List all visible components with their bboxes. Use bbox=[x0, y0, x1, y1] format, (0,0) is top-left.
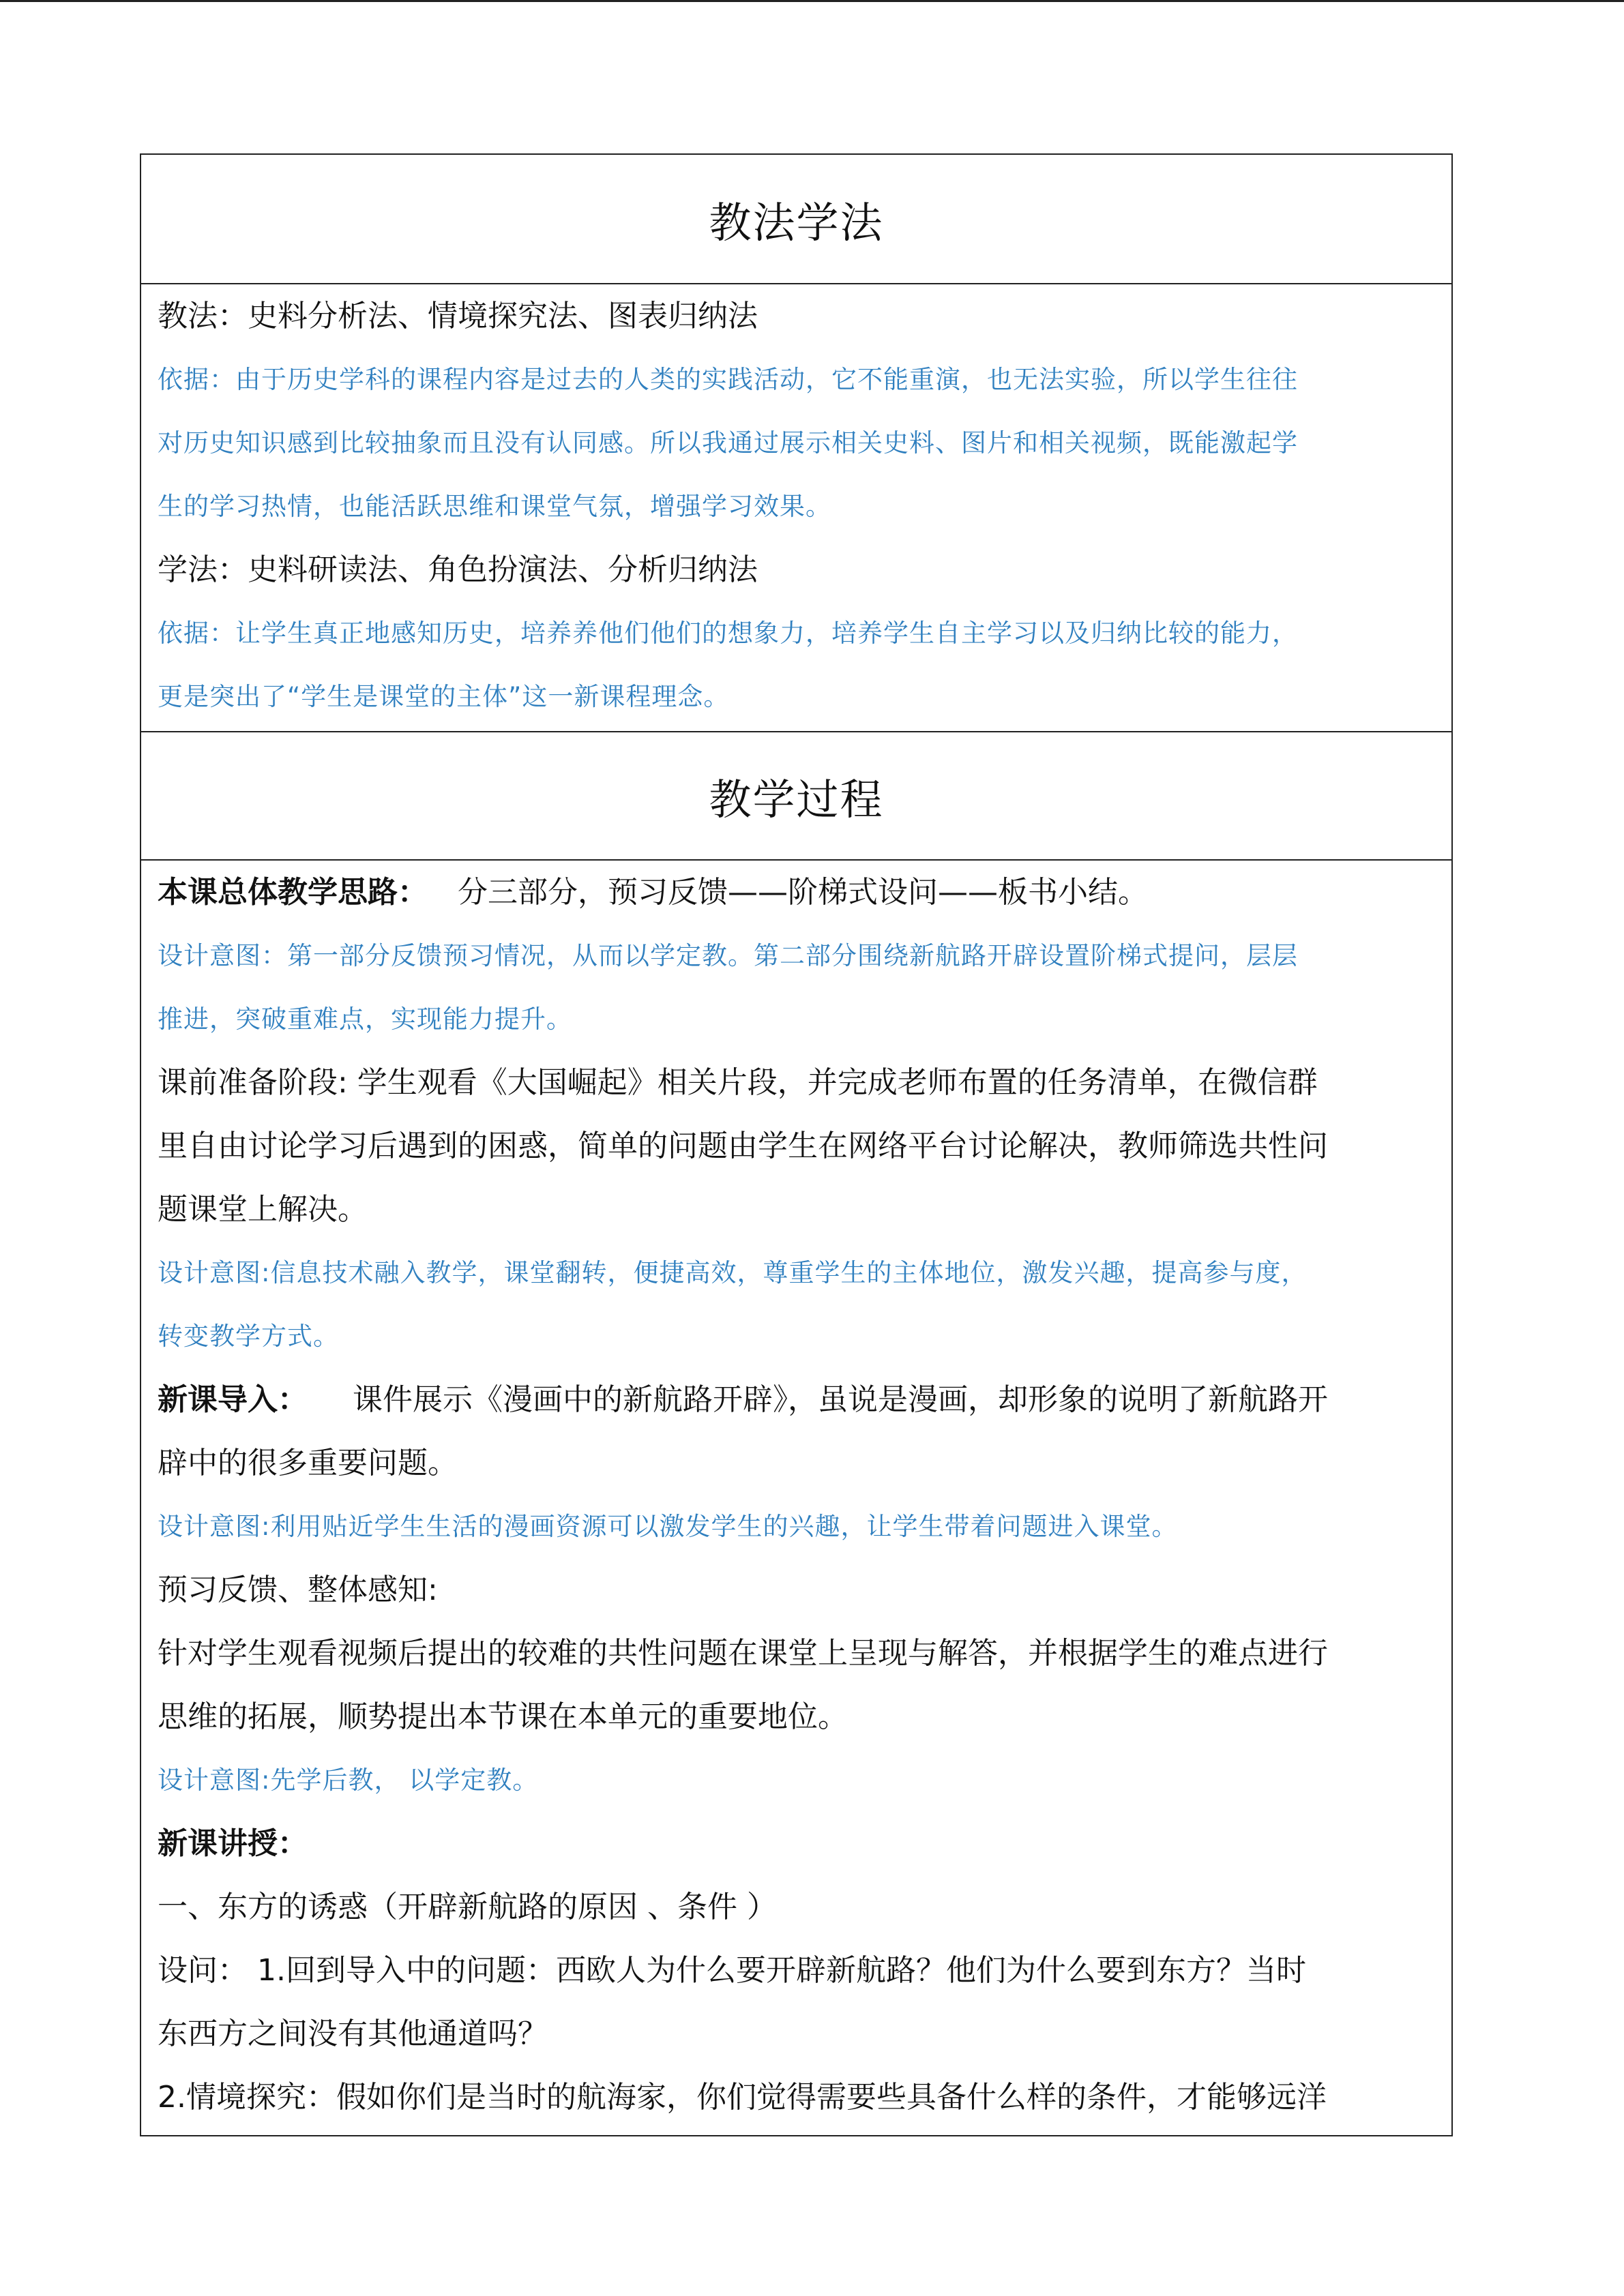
lecture-label: 新课讲授： bbox=[158, 1826, 308, 1861]
intro-line-1 bbox=[158, 1368, 1438, 1431]
overall-approach-text: 分三部分，预习反馈——阶梯式设问——板书小结。 bbox=[458, 875, 1148, 910]
preview-text-line-2: 思维的拓展，顺势提出本节课在本单元的重要地位。 bbox=[158, 1699, 848, 1734]
teaching-basis-line-3: 生的学习热情，也能活跃思维和课堂气氛，增强学习效果。 bbox=[158, 492, 831, 521]
question-1-line-1: 设问： 1.回到导入中的问题：西欧人为什么要开辟新航路？他们为什么要到东方？当时 bbox=[158, 1953, 1306, 1988]
part-one-heading: 一、东方的诱惑（开辟新航路的原因 、条件 ） bbox=[158, 1890, 777, 1924]
process-content-cell bbox=[158, 861, 1438, 2129]
page-top-rule bbox=[0, 0, 1624, 2]
lesson-plan-table bbox=[140, 153, 1453, 2136]
prep-intent-line-2: 转变教学方式。 bbox=[158, 1322, 339, 1351]
prep-stage-line-3: 题课堂上解决。 bbox=[158, 1192, 368, 1227]
prep-stage-line-1: 课前准备阶段: 学生观看《大国崛起》相关片段，并完成老师布置的任务清单，在微信群 bbox=[158, 1065, 1318, 1100]
methods-content-cell bbox=[158, 284, 1438, 728]
preview-heading: 预习反馈、整体感知: bbox=[158, 1572, 438, 1607]
prep-intent-line-1: 设计意图:信息技术融入教学，课堂翻转，便捷高效，尊重学生的主体地位，激发兴趣，提高参与度， bbox=[158, 1258, 1308, 1287]
learning-basis-line-2: 更是突出了“学生是课堂的主体”这一新课程理念。 bbox=[158, 682, 730, 711]
teaching-basis-line-1: 依据：由于历史学科的课程内容是过去的人类的实践活动，它不能重演，也无法实验，所以学生往往 bbox=[158, 365, 1298, 394]
question-2-line: 2.情境探究：假如你们是当时的航海家，你们觉得需要些具备什么样的条件，才能够远洋 bbox=[158, 2080, 1327, 2115]
teaching-basis-line-2: 对历史知识感到比较抽象而且没有认同感。所以我通过展示相关史料、图片和相关视频，既能激起学 bbox=[158, 428, 1298, 458]
overall-intent-line-1: 设计意图：第一部分反馈预习情况，从而以学定教。第二部分围绕新航路开辟设置阶梯式提问，层层 bbox=[158, 941, 1298, 970]
intro-text: 课件展示《漫画中的新航路开辟》，虽说是漫画，却形象的说明了新航路开 bbox=[353, 1382, 1328, 1417]
intro-intent-line: 设计意图:利用贴近学生生活的漫画资源可以激发学生的兴趣，让学生带着问题进入课堂。 bbox=[158, 1512, 1178, 1541]
methods-header-cell bbox=[141, 155, 1451, 283]
learning-basis-line-1: 依据：让学生真正地感知历史，培养养他们他们的想象力，培养学生自主学习以及归纳比较的能力， bbox=[158, 618, 1298, 648]
overall-approach-line bbox=[158, 861, 1438, 924]
methods-title: 教法学法 bbox=[709, 197, 884, 248]
learning-methods-line: 学法：史料研读法、角色扮演法、分析归纳法 bbox=[158, 552, 758, 587]
prep-stage-line-2: 里自由讨论学习后遇到的困惑，简单的问题由学生在网络平台讨论解决，教师筛选共性问 bbox=[158, 1129, 1328, 1163]
teaching-methods-line: 教法：史料分析法、情境探究法、图表归纳法 bbox=[158, 299, 758, 333]
preview-text-line-1: 针对学生观看视频后提出的较难的共性问题在课堂上呈现与解答，并根据学生的难点进行 bbox=[158, 1636, 1328, 1671]
overall-intent-line-2: 推进，突破重难点，实现能力提升。 bbox=[158, 1004, 572, 1034]
overall-approach-label: 本课总体教学思路： bbox=[158, 875, 428, 910]
intro-label: 新课导入： bbox=[158, 1382, 308, 1417]
process-title: 教学过程 bbox=[709, 774, 884, 824]
question-1-line-2: 东西方之间没有其他通道吗？ bbox=[158, 2016, 548, 2051]
process-header-cell bbox=[141, 732, 1451, 859]
intro-line-2: 辟中的很多重要问题。 bbox=[158, 1446, 458, 1480]
preview-intent-line: 设计意图:先学后教， 以学定教。 bbox=[158, 1765, 539, 1795]
